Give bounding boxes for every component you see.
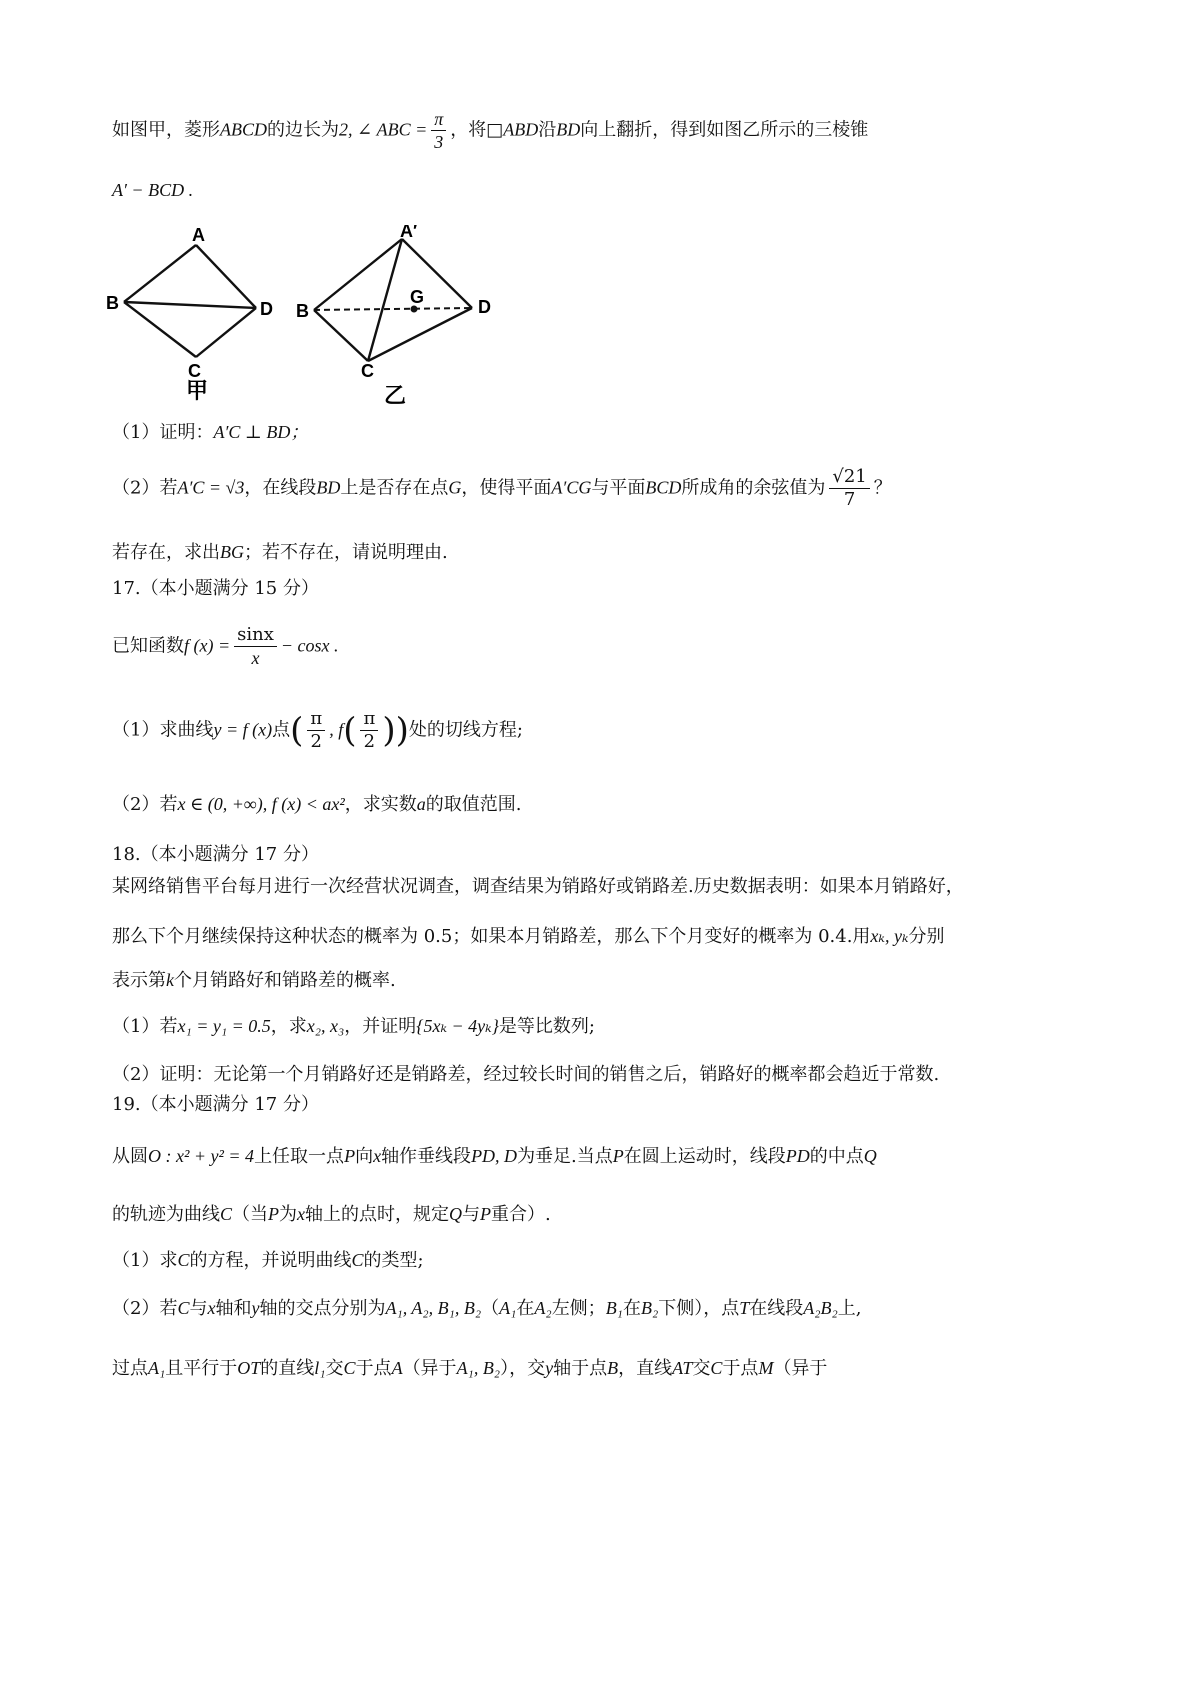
text: 下侧），点: [658, 1298, 740, 1319]
text: 沿: [538, 119, 557, 141]
math: , f: [329, 719, 344, 740]
q17-part2: [112, 790, 521, 816]
text: 的直线: [260, 1358, 315, 1379]
text: 与平面: [591, 477, 646, 499]
text: （1）证明：: [112, 422, 214, 443]
caption-jia: 甲: [186, 379, 209, 404]
math: BG: [220, 542, 244, 562]
math: P: [480, 1204, 492, 1224]
text: 且平行于: [165, 1358, 238, 1379]
text: 为: [279, 1204, 298, 1225]
text: （1）求曲线: [112, 719, 214, 741]
math: PD: [785, 1146, 810, 1166]
text: （: [481, 1298, 500, 1319]
text: 分别: [908, 926, 945, 947]
text: 从圆: [112, 1146, 148, 1167]
math: P: [612, 1146, 624, 1166]
label-b: B: [106, 293, 119, 313]
text: 于点: [355, 1358, 392, 1379]
math: a: [416, 794, 426, 814]
caption-yi: 乙: [384, 384, 407, 405]
math: O : x² + y² = 4: [148, 1146, 255, 1166]
text: 若存在，求出: [112, 542, 220, 563]
text: 在圆上运动时，线段: [623, 1146, 786, 1167]
q18-part1: [112, 1012, 595, 1038]
text: 点: [272, 719, 291, 741]
math: k: [166, 970, 174, 990]
text: （2）若: [112, 794, 178, 815]
text: ，在线段: [244, 477, 317, 499]
denominator: 2: [363, 731, 376, 752]
q19-part1: [112, 1246, 424, 1272]
math: B₁: [605, 1298, 623, 1318]
text: （当: [232, 1204, 269, 1225]
text: ，并证明: [344, 1016, 417, 1037]
q16-part2: [112, 466, 892, 511]
text: 在: [622, 1298, 641, 1319]
label-b: B: [296, 301, 309, 321]
math: C: [177, 1250, 190, 1270]
math: C: [177, 1298, 190, 1318]
text: 已知函数: [112, 635, 184, 657]
math: G: [448, 477, 462, 498]
q16-pyramid: A′ − BCD .: [112, 180, 194, 200]
q18-body1: 某网络销售平台每月进行一次经营状况调查，调查结果为销路好或销路差.历史数据表明：如果本月销路好，: [112, 876, 964, 897]
text: ），交: [500, 1358, 546, 1379]
text: ；若不存在，请说明理由.: [244, 542, 448, 563]
text: 轴于点: [553, 1358, 608, 1379]
math: x₁ = y₁ = 0.5: [177, 1016, 271, 1036]
math: AT: [672, 1358, 693, 1378]
math: x: [297, 1204, 306, 1224]
denominator: 7: [843, 489, 856, 510]
text: ，直线: [618, 1358, 673, 1379]
text: 向: [355, 1146, 374, 1167]
math: Q: [449, 1204, 463, 1224]
math: A₁, B₂: [456, 1358, 501, 1378]
numerator: √21: [829, 466, 869, 489]
fraction-sinx-x: [234, 624, 277, 669]
figure-yi: [296, 225, 491, 405]
math: B: [607, 1358, 619, 1378]
q19-header: 19.（本小题满分 17 分）: [112, 1094, 319, 1115]
text: 过点: [112, 1358, 148, 1379]
label-d: D: [478, 297, 491, 317]
math: OT: [237, 1358, 261, 1378]
text: 的类型;: [363, 1250, 424, 1271]
text: 向上翻折，得到如图乙所示的三棱锥: [580, 119, 869, 141]
math: C: [710, 1358, 723, 1378]
math: T: [739, 1298, 750, 1318]
math: A₁, A₂, B₁, B₂: [385, 1298, 482, 1318]
numerator: π: [360, 708, 378, 731]
q19-part2: [112, 1294, 861, 1320]
label-d: D: [260, 299, 273, 319]
text: 的轨迹为曲线: [112, 1204, 220, 1225]
text: 轴上的点时，规定: [305, 1204, 450, 1225]
math: l₁: [314, 1358, 326, 1378]
math: BCD: [645, 477, 682, 498]
math: {5xₖ − 4yₖ}: [416, 1016, 499, 1036]
math: A₂: [534, 1298, 552, 1318]
fraction-pi-2: [360, 708, 378, 753]
math: Q: [863, 1146, 877, 1166]
text: （异于: [773, 1358, 828, 1379]
text: 为垂足.当点: [517, 1146, 613, 1167]
q16-intro: [112, 108, 868, 153]
math: A′C = √3: [177, 477, 245, 498]
math: M: [758, 1358, 774, 1378]
figure-jia: [106, 225, 273, 404]
math: x ∈ (0, +∞), f (x) < ax²: [177, 794, 345, 814]
q18-body2: [112, 922, 945, 948]
text: 与: [462, 1204, 481, 1225]
text: （异于: [402, 1358, 457, 1379]
text: 轴作垂线段: [381, 1146, 472, 1167]
math: xₖ, yₖ: [870, 926, 909, 946]
math: 2, ∠ ABC =: [339, 119, 428, 140]
text: 轴的交点分别为: [259, 1298, 386, 1319]
label-g: G: [410, 287, 425, 307]
text: 如图甲，菱形: [112, 119, 220, 141]
math: A: [391, 1358, 403, 1378]
q19-line2: [112, 1200, 551, 1226]
fraction-sqrt21-7: [829, 466, 869, 511]
q19-line1: [112, 1142, 877, 1168]
text: 上任取一点: [254, 1146, 345, 1167]
q16-part1: [112, 418, 308, 444]
text: ，求实数: [344, 794, 417, 815]
text: 在线段: [749, 1298, 804, 1319]
math: − cosx .: [280, 635, 339, 656]
math: A′CG: [551, 477, 592, 498]
label-a: A: [192, 225, 205, 245]
fraction-pi-2: [307, 708, 325, 753]
text: 重合）.: [491, 1204, 551, 1225]
text: （1）若: [112, 1016, 178, 1037]
q16-part2-cont: [112, 538, 448, 564]
numerator: π: [431, 108, 446, 131]
text: 是等比数列;: [498, 1016, 595, 1037]
math: x: [373, 1146, 382, 1166]
q19-last-line: [112, 1354, 827, 1380]
text: 个月销路好和销路差的概率.: [174, 970, 396, 991]
label-c: C: [188, 361, 201, 381]
text: ，求: [270, 1016, 307, 1037]
q17-part1: [112, 708, 523, 753]
paren-open: (: [343, 710, 357, 751]
math: y: [251, 1298, 260, 1318]
paren-close: )): [382, 710, 409, 751]
math: PD, D: [471, 1146, 518, 1166]
math: C: [220, 1204, 233, 1224]
text: 那么下个月继续保持这种状态的概率为 0.5；如果本月销路差，那么下个月变好的概率为 0.4.用: [112, 926, 871, 947]
text: 的中点: [809, 1146, 864, 1167]
math: BD: [556, 119, 581, 140]
text: 于点: [722, 1358, 759, 1379]
denominator: 2: [310, 731, 322, 752]
text: （1）求: [112, 1250, 178, 1271]
text: 表示第: [112, 970, 166, 991]
math: BD: [316, 477, 341, 498]
math: B₂: [640, 1298, 659, 1318]
math: A₁: [148, 1358, 166, 1378]
text: 在: [516, 1298, 535, 1319]
text: 所成角的余弦值为: [681, 477, 826, 499]
math: A′C ⊥ BD；: [213, 422, 309, 442]
math: P: [268, 1204, 280, 1224]
text: 交: [692, 1358, 711, 1379]
q18-body3: [112, 966, 396, 992]
fraction-pi-3: [431, 108, 446, 153]
math: y = f (x): [213, 719, 273, 740]
text: （2）若: [112, 477, 178, 499]
math: y: [545, 1358, 554, 1378]
math: C: [351, 1250, 364, 1270]
label-c: C: [361, 361, 374, 381]
text: （2）若: [112, 1298, 178, 1319]
q18-part2: （2）证明：无论第一个月销路好还是销路差，经过较长时间的销售之后，销路好的概率都会趋近于常数.: [112, 1064, 940, 1085]
text: 处的切线方程;: [408, 719, 523, 741]
numerator: π: [307, 708, 325, 731]
numerator: sinx: [234, 624, 277, 647]
rhombus-pyramid-diagram: [106, 225, 546, 405]
paren-open: (: [290, 710, 304, 751]
q17-header: 17.（本小题满分 15 分）: [112, 578, 319, 599]
q17-given: [112, 624, 339, 669]
math: P: [344, 1146, 356, 1166]
text: 上是否存在点: [340, 477, 449, 499]
text: 的边长为: [267, 119, 339, 141]
text: 交: [325, 1358, 344, 1379]
text: 的取值范围.: [425, 794, 522, 815]
denominator: 3: [434, 132, 444, 152]
text: ？: [873, 477, 892, 499]
math: A₁: [499, 1298, 517, 1318]
text: ，使得平面: [461, 477, 552, 499]
math: f (x) =: [184, 635, 231, 656]
math: x: [207, 1298, 216, 1318]
math: ABD: [503, 119, 539, 140]
math: C: [343, 1358, 356, 1378]
math: x₂, x₃: [306, 1016, 345, 1036]
denominator: x: [251, 648, 260, 668]
math: A₂B₂: [803, 1298, 838, 1318]
q16-figure: [106, 225, 546, 405]
text: 轴和: [215, 1298, 252, 1319]
q18-header: 18.（本小题满分 17 分）: [112, 844, 319, 865]
math: ABCD: [220, 119, 267, 140]
text: 的方程，并说明曲线: [189, 1250, 352, 1271]
text: 上,: [837, 1298, 862, 1319]
text: 左侧；: [551, 1298, 606, 1319]
triangle-icon: □: [486, 119, 504, 141]
text: ，将: [450, 119, 487, 141]
text: 与: [189, 1298, 208, 1319]
label-a-prime: A′: [400, 225, 418, 241]
